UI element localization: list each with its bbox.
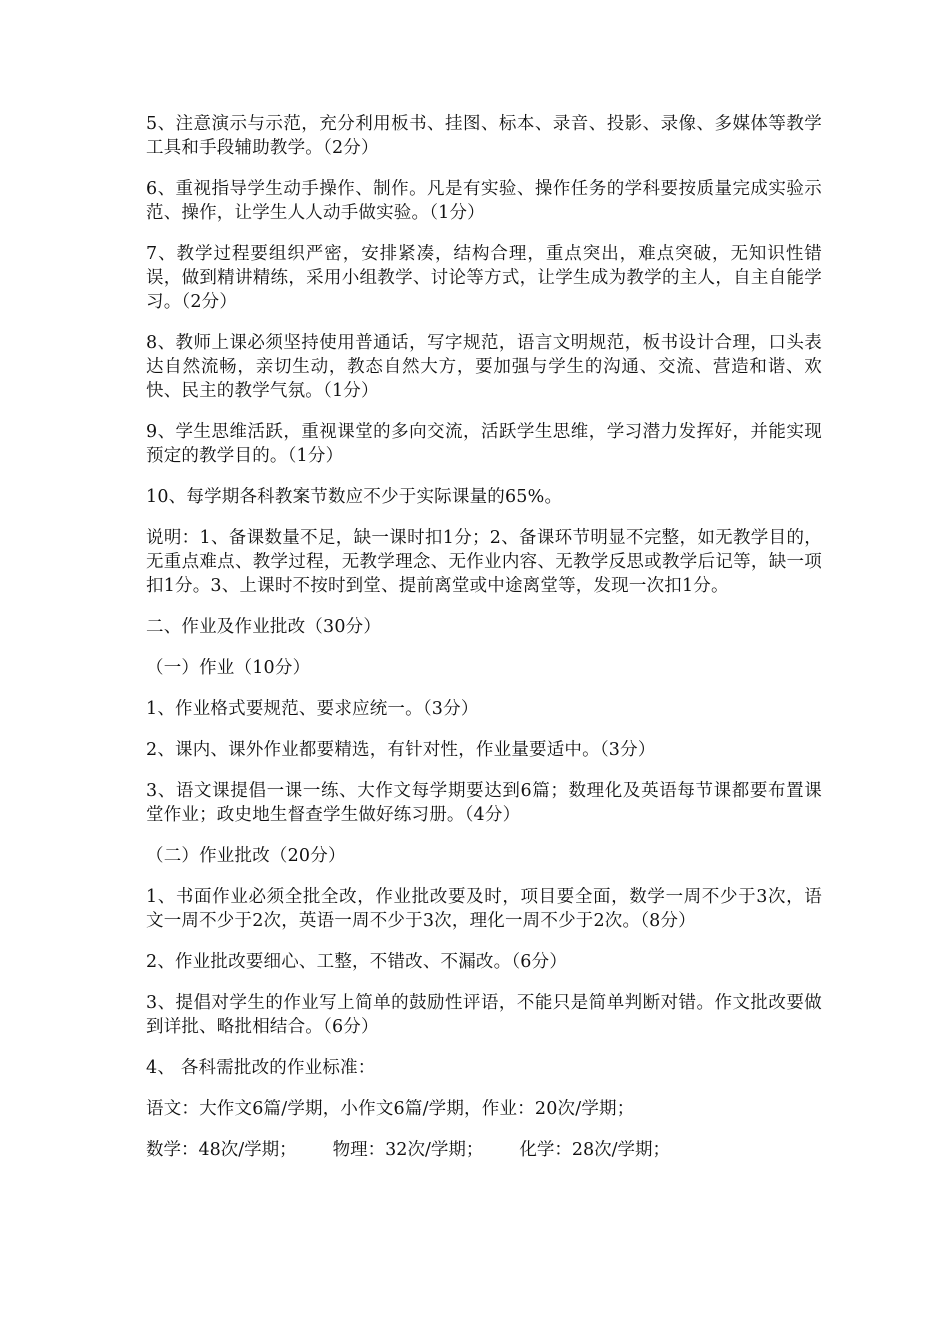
note-paragraph: 说明：1、备课数量不足，缺一课时扣1分；2、备课环节明显不完整，如无教学目的，无重点难点、教学过程，无教学理念、无作业内容、无教学反思或教学后记等，缺一项扣1分。3、上课时不按时到堂、提前离堂或中途离堂等，发现一次扣1分。	[146, 528, 822, 596]
document-page	[146, 112, 822, 1162]
grading-item-1: 1、书面作业必须全批全改，作业批改要及时，项目要全面，数学一周不少于3次，语文一周不少于2次，英语一周不少于3次，理化一周不少于2次。（8分）	[146, 887, 822, 931]
paragraph-item-9: 9、学生思维活跃，重视课堂的多向交流，活跃学生思维，学习潜力发挥好，并能实现预定的教学目的。（1分）	[146, 422, 822, 466]
subsection-heading-grading: （二）作业批改（20分）	[146, 846, 346, 866]
paragraph-item-7: 7、教学过程要组织严密，安排紧凑，结构合理，重点突出，难点突破，无知识性错误，做到精讲精练，采用小组教学、讨论等方式，让学生成为教学的主人，自主自能学习。（2分）	[146, 244, 822, 312]
paragraph-item-8: 8、教师上课必须坚持使用普通话，写字规范，语言文明规范，板书设计合理，口头表达自然流畅，亲切生动，教态自然大方，要加强与学生的沟通、交流、营造和谐、欢快、民主的教学气氛。（1分）	[146, 333, 822, 401]
paragraph-item-5: 5、注意演示与示范，充分利用板书、挂图、标本、录音、投影、录像、多媒体等教学工具和手段辅助教学。（2分）	[146, 114, 822, 158]
paragraph-item-6: 6、重视指导学生动手操作、制作。凡是有实验、操作任务的学科要按质量完成实验示范、操作，让学生人人动手做实验。（1分）	[146, 179, 822, 223]
homework-item-2: 2、课内、课外作业都要精选，有针对性，作业量要适中。（3分）	[146, 740, 656, 760]
chinese-standard-line: 语文：大作文6篇/学期，小作文6篇/学期，作业：20次/学期；	[146, 1099, 635, 1119]
grading-item-4: 4、 各科需批改的作业标准：	[146, 1058, 376, 1078]
subsection-heading-homework: （一）作业（10分）	[146, 658, 311, 678]
physics-standard: 物理：32次/学期；	[332, 1140, 484, 1160]
paragraph-item-10: 10、每学期各科教案节数应不少于实际课量的65%。	[146, 487, 563, 507]
homework-item-3: 3、语文课提倡一课一练、大作文每学期要达到6篇；数理化及英语每节课都要布置课堂作业；政史地生督查学生做好练习册。（4分）	[146, 781, 822, 825]
subjects-standard-line	[146, 1138, 822, 1162]
chemistry-standard: 化学：28次/学期；	[519, 1140, 671, 1160]
grading-item-2: 2、作业批改要细心、工整，不错改、不漏改。（6分）	[146, 952, 568, 972]
math-standard: 数学：48次/学期；	[146, 1140, 297, 1160]
section-heading-homework: 二、作业及作业批改（30分）	[146, 617, 382, 637]
homework-item-1: 1、作业格式要规范、要求应统一。（3分）	[146, 699, 479, 719]
grading-item-3: 3、提倡对学生的作业写上简单的鼓励性评语，不能只是简单判断对错。作文批改要做到详批、略批相结合。（6分）	[146, 993, 822, 1037]
